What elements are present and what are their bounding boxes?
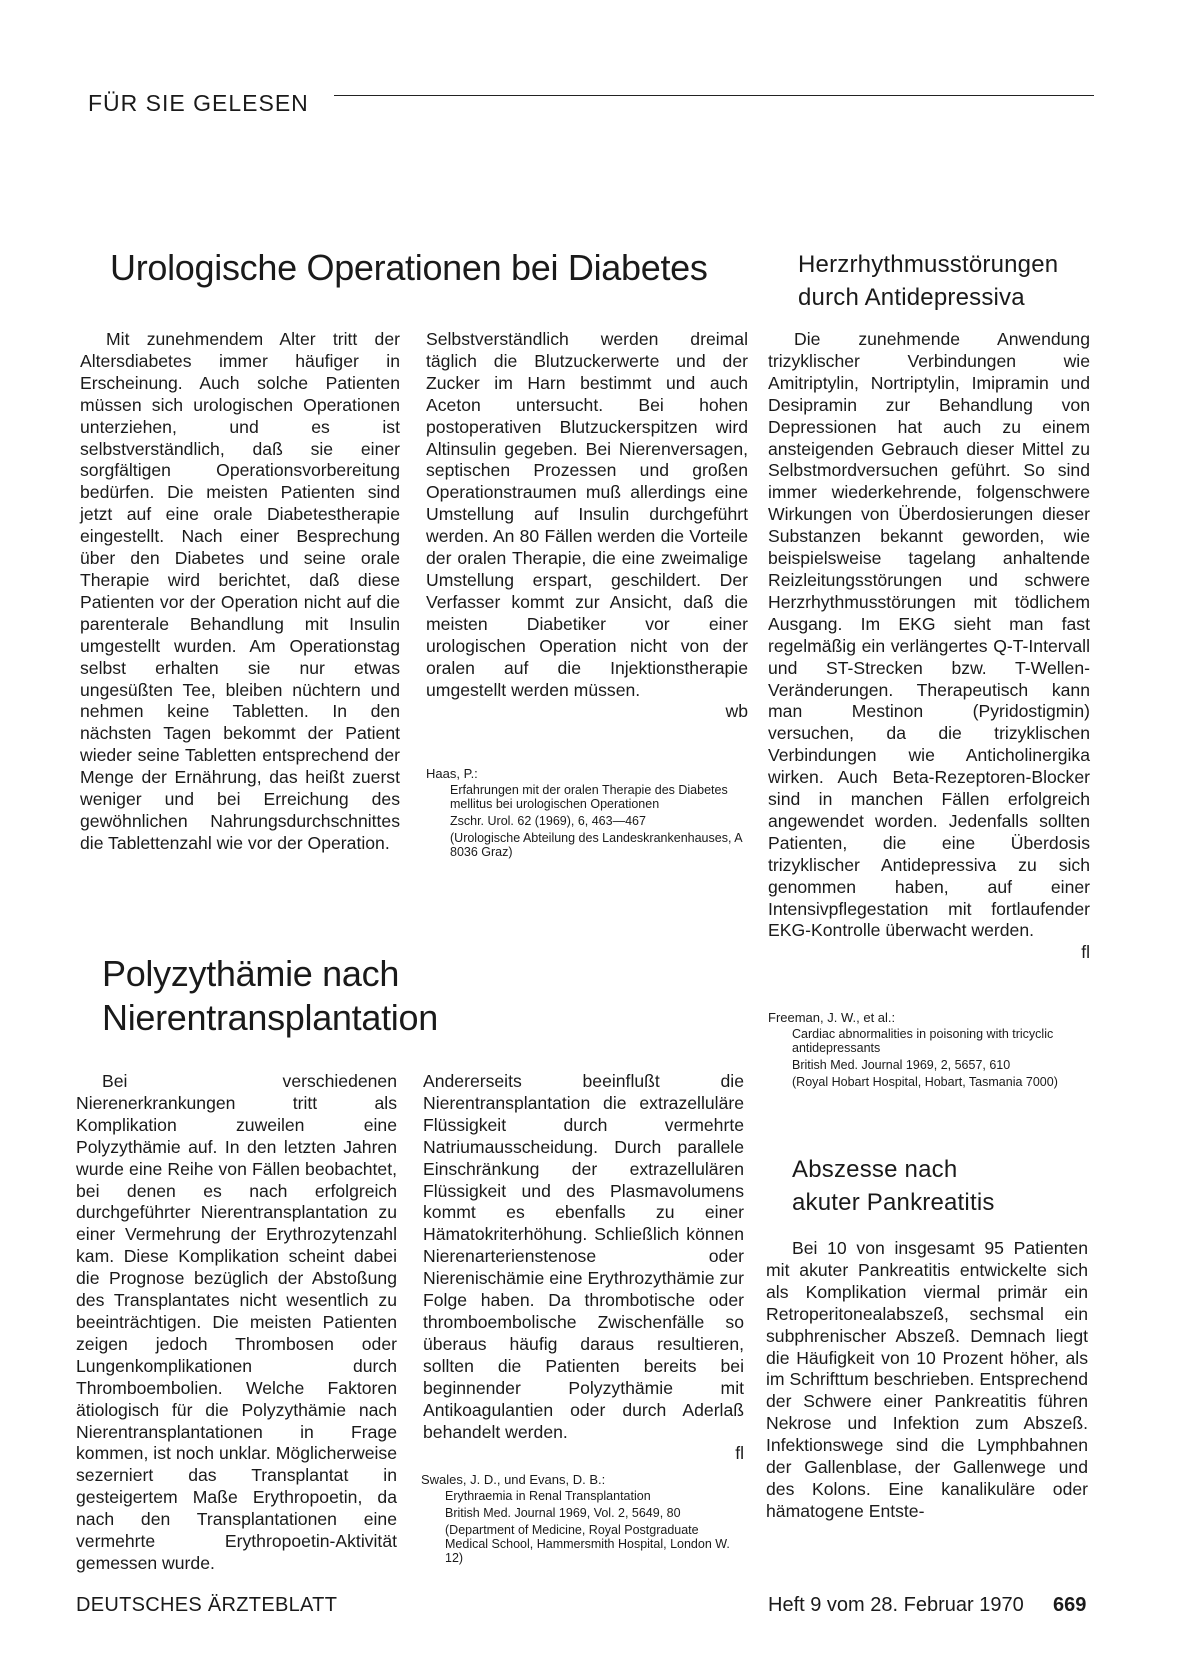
title-line: durch Antidepressiva bbox=[798, 284, 1025, 311]
reference-author: Freeman, J. W., et al.: bbox=[768, 1010, 896, 1025]
title-line: akuter Pankreatitis bbox=[792, 1189, 995, 1216]
reference-title: Cardiac abnormalities in poisoning with tricyclic antidepressants bbox=[792, 1027, 1054, 1055]
reference-polyzythaemie bbox=[421, 1473, 743, 1568]
page-number: 669 bbox=[1053, 1594, 1087, 1616]
reference-title: Erfahrungen mit der oralen Therapie des Diabetes mellitus bei urologischen Operationen bbox=[450, 783, 728, 811]
article-title-polyzythaemie bbox=[102, 952, 742, 1040]
reference-urologie bbox=[426, 767, 746, 862]
title-line: Polyzythämie nach bbox=[102, 953, 400, 994]
title-line: Abszesse nach bbox=[792, 1156, 958, 1183]
title-line: Herzrhythmusstörungen bbox=[798, 251, 1059, 278]
journal-name: DEUTSCHES ÄRZTEBLATT bbox=[76, 1594, 338, 1616]
reference-affiliation: (Royal Hobart Hospital, Hobart, Tasmania 7000) bbox=[792, 1075, 1058, 1089]
issue-info: Heft 9 vom 28. Februar 1970 bbox=[768, 1594, 1024, 1616]
reference-author: Swales, J. D., und Evans, D. B.: bbox=[421, 1472, 606, 1487]
paragraph: Andererseits beeinflußt die Nierentransplantation die extrazelluläre Flüssigkeit durch vermehrte Natriumausscheidung. Durch parallele Einschränkung der extrazellulären Flüssigkeit und des Plasmavolumens kommt es ebenfalls zu einer Hämatokriterhöhung. Schließlich können Nierenarterienstenose oder Nierenischämie eine Erythrozythämie zur Folge haben. Da thrombotische oder thromboembolische Zwischenfälle so überaus häufig daraus resultieren, sollten die Patienten bereits bei beginnender Polyzythämie mit Antikoagulantien oder durch Aderlaß behandelt werden. bbox=[423, 1071, 744, 1442]
title-line: Nierentransplantation bbox=[102, 997, 438, 1038]
article-urologie-col1 bbox=[80, 329, 400, 855]
article-title-herzrhythmus bbox=[798, 248, 1098, 314]
section-label: FÜR SIE GELESEN bbox=[88, 90, 309, 116]
article-urologie-col2 bbox=[426, 329, 748, 723]
paragraph: Bei 10 von insgesamt 95 Patienten mit akuter Pankreatitis entwickelte sich als Komplikation viermal primär ein Retroperitonealabszeß, sechsmal ein subphrenischer Abszeß. Demnach liegt die Häufigkeit von 10 Prozent höher, als im Schrifttum beschrieben. Entsprechend der Schwere einer Pankreatitis führen Nekrose und Infektion zum Abszeß. Infektionswege sind die Lymphbahnen der Gallenblase, der Gallenwege und des Kolons. Eine kanalikuläre oder hämatogene Entste- bbox=[766, 1238, 1088, 1521]
author-initials: fl bbox=[735, 1443, 744, 1464]
reference-herzrhythmus bbox=[768, 1011, 1090, 1092]
article-polyzythaemie-col2 bbox=[423, 1071, 744, 1465]
author-initials: wb bbox=[725, 701, 748, 722]
article-abszesse-body bbox=[766, 1238, 1088, 1523]
author-initials: fl bbox=[1081, 942, 1090, 963]
reference-journal: British Med. Journal 1969, 2, 5657, 610 bbox=[792, 1058, 1011, 1072]
reference-affiliation: (Urologische Abteilung des Landeskrankenhauses, A 8036 Graz) bbox=[450, 831, 742, 859]
reference-journal: Zschr. Urol. 62 (1969), 6, 463—467 bbox=[450, 814, 646, 828]
article-title-abszesse bbox=[792, 1153, 1092, 1219]
reference-author: Haas, P.: bbox=[426, 766, 478, 781]
article-herzrhythmus-body bbox=[768, 329, 1090, 964]
paragraph: Bei verschiedenen Nierenerkrankungen tritt als Komplikation zuweilen eine Polyzythämie auf. In den letzten Jahren wurde eine Reihe von Fällen beobachtet, bei denen es nach erfolgreich durchgeführter Nierentransplantation zu einer Vermehrung der Erythrozytenzahl kam. Diese Komplikation scheint dabei die Prognose bezüglich der Abstoßung des Transplantates nicht wesentlich zu beeinträchtigen. Die meisten Patienten zeigen jedoch Thrombosen oder Lungenkomplikationen durch Thromboembolien. Welche Faktoren ätiologisch für die Polyzythämie nach Nierentransplantationen in Frage kommen, ist noch unklar. Möglicherweise sezerniert das Transplantat in gesteigertem Maße Erythropoetin, da nach den Transplantationen eine vermehrte Erythropoetin-Aktivität gemessen wurde. bbox=[76, 1071, 397, 1573]
article-title-urologie: Urologische Operationen bei Diabetes bbox=[110, 247, 708, 288]
reference-affiliation: (Department of Medicine, Royal Postgraduate Medical School, Hammersmith Hospital, London W. 12) bbox=[445, 1523, 730, 1565]
reference-title: Erythraemia in Renal Transplantation bbox=[445, 1489, 651, 1503]
paragraph: Selbstverständlich werden dreimal täglich die Blutzuckerwerte und der Zucker im Harn bestimmt und auch Aceton untersucht. Bei hohen postoperativen Blutzuckerspitzen wird Altinsulin gegeben. Bei Nierenversagen, septischen Prozessen und großen Operationstraumen muß allerdings eine Umstellung auf Insulin durchgeführt werden. An 80 Fällen werden die Vorteile der oralen Therapie, die eine zweimalige Umstellung erspart, geschildert. Der Verfasser kommt zur Ansicht, daß die meisten Diabetiker vor einer urologischen Operation nicht von der oralen auf die Injektionstherapie umgestellt werden müssen. bbox=[426, 329, 748, 700]
reference-journal: British Med. Journal 1969, Vol. 2, 5649, 80 bbox=[445, 1506, 681, 1520]
paragraph: Mit zunehmendem Alter tritt der Altersdiabetes immer häufiger in Erscheinung. Auch solche Patienten müssen sich urologischen Operationen unterziehen, und es ist selbstverständlich, daß sie einer sorgfältigen Operationsvorbereitung bedürfen. Die meisten Patienten sind jetzt auf eine orale Diabetestherapie eingestellt. Nach einer Besprechung über den Diabetes und seine orale Therapie wird berichtet, daß diese Patienten vor der Operation nicht auf die parenterale Behandlung mit Insulin umgestellt wurden. Am Operationstag selbst erhalten sie nur etwas ungesüßten Tee, bleiben nüchtern und nehmen keine Tabletten. In den nächsten Tagen bekommt der Patient wieder seine Tabletten entsprechend der Menge der Ernährung, das heißt zuerst weniger und bei Erreichung des gewöhnlichen Nahrungsdurchschnittes die Tablettenzahl wie vor der Operation. bbox=[80, 329, 400, 853]
article-polyzythaemie-col1 bbox=[76, 1071, 397, 1575]
paragraph: Die zunehmende Anwendung trizyklischer Verbindungen wie Amitriptylin, Nortriptylin, Imipramin und Desipramin zur Behandlung von Depressionen hat auch zu einem ansteigenden Gebrauch dieser Mittel zu Selbstmordversuchen geführt. So sind immer wiederkehrende, folgenschwere Wirkungen von Überdosierungen dieser Substanzen bekannt geworden, wie beispielsweise tagelang anhaltende Reizleitungsstörungen und schwere Herzrhythmusstörungen mit tödlichem Ausgang. Im EKG sieht man fast regelmäßig ein verlängertes Q-T-Intervall und ST-Strecken bzw. T-Wellen-Veränderungen. Therapeutisch kann man Mestinon (Pyridostigmin) versuchen, da die trizyklischen Verbindungen wie Anticholinergika wirken. Auch Beta-Rezeptoren-Blocker sind in manchen Fällen erfolgreich angewendet worden. Jedenfalls sollten Patienten, die eine Überdosis trizyklischer Antidepressiva zu sich genommen haben, auf einer Intensivpflegestation mit fortlaufender EKG-Kontrolle überwacht werden. bbox=[768, 329, 1090, 941]
section-divider bbox=[334, 95, 1094, 96]
